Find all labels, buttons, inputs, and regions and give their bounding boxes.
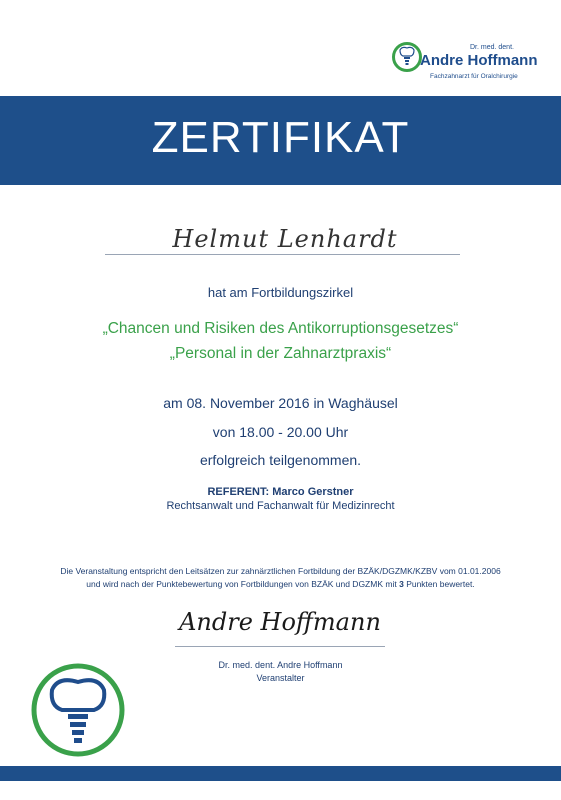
legal-line-2-suffix: Punkten bewertet. bbox=[406, 579, 475, 589]
date-line: am 08. November 2016 in Waghäusel bbox=[163, 395, 398, 411]
legal-line-1: Die Veranstaltung entspricht den Leitsätzen zur zahnärztlichen Fortbildung der BZÄK/DGZMK/KZBV vom 01.01.2006 bbox=[60, 566, 501, 576]
referent-title: Rechtsanwalt und Fachanwalt für Medizinrecht bbox=[166, 500, 395, 512]
referent-line bbox=[0, 486, 561, 498]
signer-name: Dr. med. dent. Andre Hoffmann bbox=[218, 660, 343, 670]
logo-title: Dr. med. dent. bbox=[470, 44, 514, 51]
certificate-title: ZERTIFIKAT bbox=[151, 113, 410, 162]
legal-line-2 bbox=[0, 579, 561, 589]
logo-subtitle: Fachzahnarzt für Oralchirurgie bbox=[430, 73, 518, 80]
footer-bar bbox=[0, 766, 561, 781]
completion-text: erfolgreich teilgenommen. bbox=[199, 452, 362, 468]
topic-line-2: „Personal in der Zahnarztpraxis“ bbox=[169, 345, 392, 362]
footer-logo-icon bbox=[30, 662, 126, 758]
time-line: von 18.00 - 20.00 Uhr bbox=[212, 424, 349, 440]
intro-text: hat am Fortbildungszirkel bbox=[207, 285, 354, 300]
tooth-implant-icon bbox=[398, 46, 416, 70]
logo-name: Andre Hoffmann bbox=[420, 52, 538, 69]
referent-name: Marco Gerstner bbox=[272, 486, 354, 498]
legal-line-2-prefix: und wird nach der Punktebewertung von Fortbildungen von BZÄK und DGZMK mit bbox=[86, 579, 397, 589]
handwritten-signature: Andre Hoffmann bbox=[179, 608, 381, 636]
referent-label: REFERENT: bbox=[207, 486, 270, 498]
topic-line-1: „Chancen und Risiken des Antikorruptionsgesetzes“ bbox=[102, 320, 459, 337]
legal-points: 3 bbox=[399, 579, 404, 589]
signature-line bbox=[175, 646, 385, 647]
header-logo bbox=[392, 42, 552, 102]
name-underline bbox=[105, 254, 460, 255]
signer-role: Veranstalter bbox=[256, 673, 305, 683]
participant-name: Helmut Lenhardt bbox=[172, 225, 398, 253]
